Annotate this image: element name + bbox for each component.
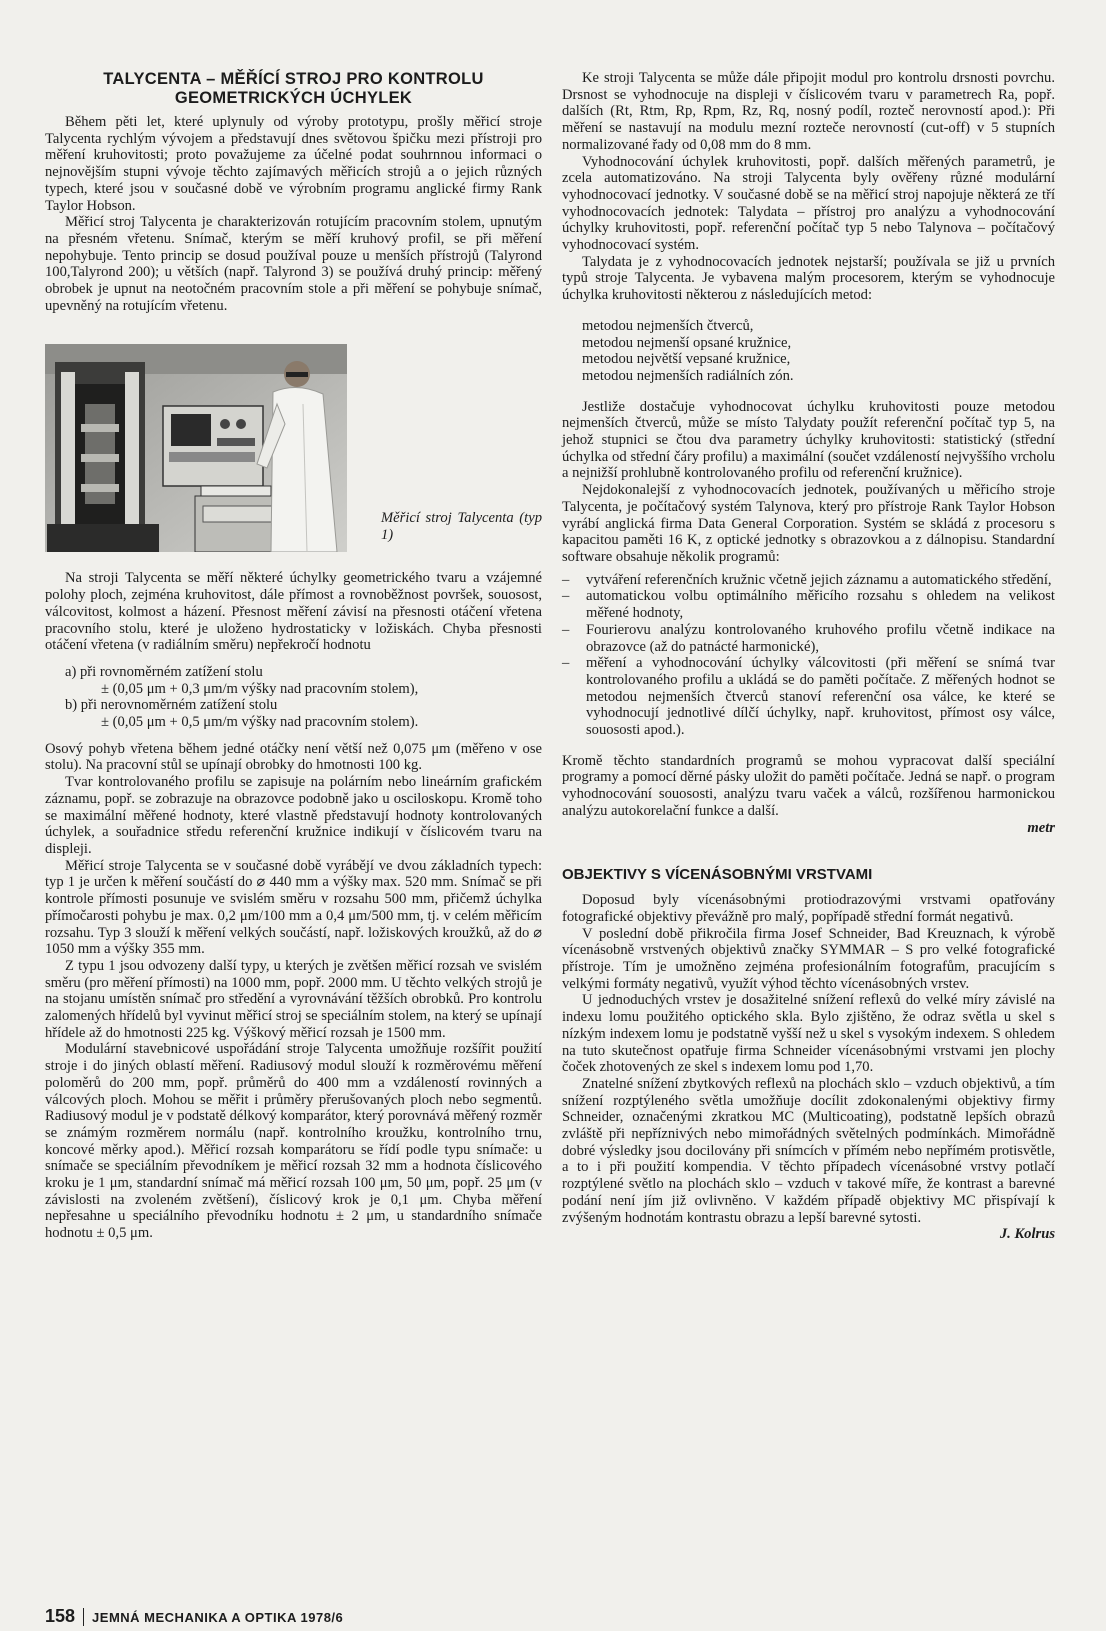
list-item: – Fourierovu analýzu kontrolovaného kruhového profilu včetně indikace na obrazovce (až do patnácté harmonické), [562,622,1055,655]
paragraph: Na stroji Talycenta se měří některé úchylky geometrického tvaru a vzájemné polohy ploch, zejména kruhovitost, dále přímost a rovnoběžnost površek, souosost, válcovitost, kolmost a házení. Přesnost měření závisí na přesnosti otáčení vřetena pracovního stolu, které je uloženo hydrostaticky v ložiskách. Chyba přesnosti otáčení vřetena (v radiálním směru) nepřekročí hodnotu [45,570,542,654]
programs-list [562,572,1055,739]
figure [45,344,542,552]
list-item: – automatickou volbu optimálního měřicího rozsahu s ohledem na velikost měřené hodnoty, [562,588,1055,621]
paragraph: Během pěti let, které uplynuly od výroby prototypu, prošly měřicí stroje Talycenta rychlým vývojem a představují dnes světovou špičku mezi přístroji pro měření kruhovitosti; proto považujeme za účelné podat souhrnnou informaci o nejnovějším stupni vývoje těchto zajímavých měřicích strojů a o jejich různých typech, které jsou v současné době ve výrobním programu anglické firmy Rank Taylor Hobson. [45,114,542,214]
tolerance-list [45,664,542,731]
list-item: metodou největší vepsané kružnice, [582,351,791,368]
paragraph: Osový pohyb vřetena během jedné otáčky není větší než 0,075 μm (měřeno v ose stolu). Na pracovní stůl se upínají obrobky do hmotnosti 100 kg. [45,740,542,774]
paragraph: Jestliže dostačuje vyhodnocovat úchylku kruhovitosti pouze metodou nejmenších čtverců, může se místo Talydaty použít referenční počítač typ 5, na jehož stupnici se čtou dva parametry úchylky kruhovitosti: statistický (střední úchylka od střední čáry profilu) a maximální (součet vzdáleností nejvyššího vrcholu a nejnižší prohlubně kontrolovaného profilu od referenční kružnice). [562,398,1055,482]
list-item: metodou nejmenších čtverců, [582,317,754,334]
article-title [45,70,542,108]
paragraph: V poslední době přikročila firma Josef Schneider, Bad Kreuznach, k výrobě vícenásobně vrstvených objektivů značky SYMMAR – S pro velké fotografické přístroje. Tím je umožněno zejména profesionálním fotografům, pracujícím s velkými formáty negativů, využít výhod těchto vícenásobných vrstev. [562,925,1055,992]
figure-caption: Měřicí stroj Talycenta (typ 1) [381,510,542,544]
left-column [45,70,542,1242]
page-footer [45,1606,343,1627]
paragraph: Tvar kontrolovaného profilu se zapisuje na polárním nebo lineárním grafickém záznamu, popř. se zobrazuje na obrazovce podobně jako u osciloskopu. Kromě toho se maximální měřené hodnoty, které vlastně představují hodnoty kontrolovaných úchylek, a souřadnice středu referenční kružnice indikují v číslicovém tvaru na displeji. [45,774,542,857]
paragraph: Znatelné snížení zbytkových reflexů na plochách sklo – vzduch objektivů, a tím snížení rozptýleného světla umožňuje docílit zdokonalenými objektivy firmy Schneider, označenými zkratkou MC (Multicoating), podstatně lepších obrazů zvláště při nepříznivých nebo mimořádných světelných podmínkách. Mimořádně dobré výsledky jsou docilovány při snímcích v přímém nebo nepřímém protisvětle, a to i při použití kompendia. V těchto případech vícenásobné vrstvy potlačí rozptýlené světlo na plochách sklo – vzduch v takové míře, že kontrast a barevné podání není jím již ovlivněno. V každém případě objektivy MC přispívají k zvýšeným hodnotám kontrastu obrazu a lepší barevné sytosti. [562,1075,1055,1226]
list-item: b) při nerovnoměrném zatížení stolu [65,697,278,714]
machine-photo [45,344,347,552]
article-title: OBJEKTIVY S VÍCENÁSOBNÝMI VRSTVAMI [562,866,873,884]
list-item: metodou nejmenších radiálních zón. [582,367,794,384]
list-item-value: ± (0,05 μm + 0,5 μm/m výšky nad pracovním stolem). [101,714,419,731]
divider [83,1608,84,1626]
list-item: a) při rovnoměrném zatížení stolu [65,663,263,680]
paragraph: Kromě těchto standardních programů se mohou vypracovat další speciální programy a pomocí děrné pásky uložit do paměti počítače. Jedná se např. o program vyhodnocování souososti, analýzu tvaru vaček a válců, rozšířenou harmonickou analýzu autokorelační funkce a další. [562,752,1055,819]
paragraph: Nejdokonalejší z vyhodnocovacích jednotek, používaných u měřicího stroje Talycenta, je počítačový systém Talynova, který pro přístroje Rank Taylor Hobson vyrábí anglická firma Data General Corporation. Systém se skládá z procesoru s kapacitou paměti 16 K, z optické jednotky s obrazovkou a z dálnopisu. Standardní software obsahuje několik programů: [562,482,1055,565]
signature: J. Kolrus [999,1226,1055,1243]
paragraph: Z typu 1 jsou odvozeny další typy, u kterých je zvětšen měřicí rozsah ve svislém směru (pro měření přímosti) na 1000 mm, popř. 2000 mm. U těchto velkých strojů je na stojanu umístěn snímač pro středění a vyrovnávání těžších obrobků. Pro kontrolu zalomených hřídelů byl vyvinut měřicí stroj se speciálním stolem, na který se upínají hřídele až do hmotnosti 225 kg. Výškový měřicí rozsah je 1500 mm. [45,957,542,1041]
paragraph: Ke stroji Talycenta se může dále připojit modul pro kontrolu drsnosti povrchu. Drsnost se vyhodnocuje na displeji v číslicovém tvaru v parametrech Ra, popř. dalších (Rt, Rtm, Rp, Rpm, Rz, Rq, nosný podíl, rozteč nerovností apod.): Při měření se nastavují na modulu mezní rozteče nerovností (cut-off) v 5 stupních normalizované řady od 0,08 mm do 8 mm. [562,70,1055,153]
signature: metr [1027,819,1055,836]
paragraph: Doposud byly vícenásobnými protiodrazovými vrstvami opatřovány fotografické objektivy převážně pro malý, popřípadě střední formát negativů. [562,892,1055,925]
page-number: 158 [45,1606,76,1626]
list-item: metodou nejmenší opsané kružnice, [582,334,792,351]
list-item: – měření a vyhodnocování úchylky válcovitosti (při měření se snímá tvar kontrolovaného profilu a ukládá se do paměti počítače. Z měřených hodnot se metodou nejmenších čtverců stanoví referenční osa válce, ke které se vyhodnocují jednotlivé dílčí úchylky, např. kruhovitost, přímost osy válce, souososti apod.). [562,655,1055,739]
paragraph: U jednoduchých vrstev je dosažitelné snížení reflexů do velké míry závislé na indexu lomu použitého optického skla. Bylo zjištěno, že odraz světla u skel s nízkým indexem lomu je podstatně vyšší než u skel s vysokým indexem. S ohledem na tuto skutečnost opatřuje firma Schneider vícenásobnými vrstvami jen plochy čoček zhotovených ze skel s indexem lomu pod 1,70. [562,992,1055,1076]
paragraph: Modulární stavebnicové uspořádání stroje Talycenta umožňuje rozšířit použití stroje i do jiných oblastí měření. Radiusový modul slouží k rozměrovému měření poloměrů do 200 mm, popř. průměrů do 400 mm a vzdáleností rovinných a válcových ploch. Mohou se měřit i průměry přerušovaných ploch nebo segmentů. Radiusový modul je v podstatě délkový komparátor, který porovnává měřený rozměr se známým rozměrem normálu (např. kontrolního kroužku, kontrolního trnu, koncové měrky apod.). Měřicí rozsah komparátoru se řídí podle typu snímače: u snímače se speciálním převodníkem je měřicí rozsah 32 mm a hodnota číslicového kroku je 1 μm, standardní snímač má měřicí rozsah 100 μm, 50 μm, popř. 25 μm (v závislosti na zvoleném zvětšení), číslicový krok je 0,1 μm. Chyba měření nepřesahne u speciálního převodníku hodnotu ± 2 μm, u standardního snímače hodnotu ± 0,5 μm. [45,1041,542,1242]
title-line-2: GEOMETRICKÝCH ÚCHYLEK [174,89,413,107]
right-column [562,70,1055,1243]
title-line-1: TALYCENTA – MĚŘÍCÍ STROJ PRO KONTROLU [103,70,484,88]
methods-list [582,318,1055,385]
journal-name: JEMNÁ MECHANIKA A OPTIKA 1978/6 [92,1610,344,1625]
paragraph: Vyhodnocování úchylek kruhovitosti, popř. dalších měřených parametrů, je zcela automatizováno. Na stroji Talycenta byly ověřeny různé modulární vyhodnocovací jednotky. V současné době se na měřicí stroj napojuje některá ze tří vyhodnocovacích jednotek: Talydata – přístroj pro analýzu a vyhodnocování úchylky kruhovitosti, popř. referenční počítač typ 5 nebo Talynova – počítačový vyhodnocovací systém. [562,153,1055,254]
list-item: – vytváření referenčních kružnic včetně jejich záznamu a automatického středění, [562,572,1055,589]
paragraph: Měřicí stroj Talycenta je charakterizován rotujícím pracovním stolem, upnutým na přesném vřetenu. Snímač, kterým se měří kruhový profil, se při měření nepohybuje. Tento princip se dosud používal pouze u menších přístrojů (Talyrond 100,Talyrond 200); u větších (např. Talyrond 3) se používá druhý princip: měřený obrobek je upnut na neotočném pracovním stole a při měření se pohybuje snímač, upevněný na rotujícím vřetenu. [45,214,542,314]
paragraph: Talydata je z vyhodnocovacích jednotek nejstarší; používala se již u prvních typů stroje Talycenta. Je vybavena malým procesorem, kterým se vyhodnocuje úchylka kruhovitosti některou z následujících metod: [562,253,1055,304]
paragraph: Měřicí stroje Talycenta se v současné době vyrábějí ve dvou základních typech: typ 1 je určen k měření součástí do ⌀ 440 mm a výšky max. 520 mm. Snímač se při kontrole přímosti posunuje ve svislém směru v rozsahu 500 mm, přičemž úchylka přímočarosti pohybu je max. 0,2 μm/100 mm a 0,4 μm/500 mm, tj. v celém měřicím rozsahu. Typ 3 slouží k měření velkých součástí, např. ložiskových kroužků, až do ⌀ 1050 mm a výšky 355 mm. [45,857,542,958]
list-item-value: ± (0,05 μm + 0,3 μm/m výšky nad pracovním stolem), [101,680,419,697]
